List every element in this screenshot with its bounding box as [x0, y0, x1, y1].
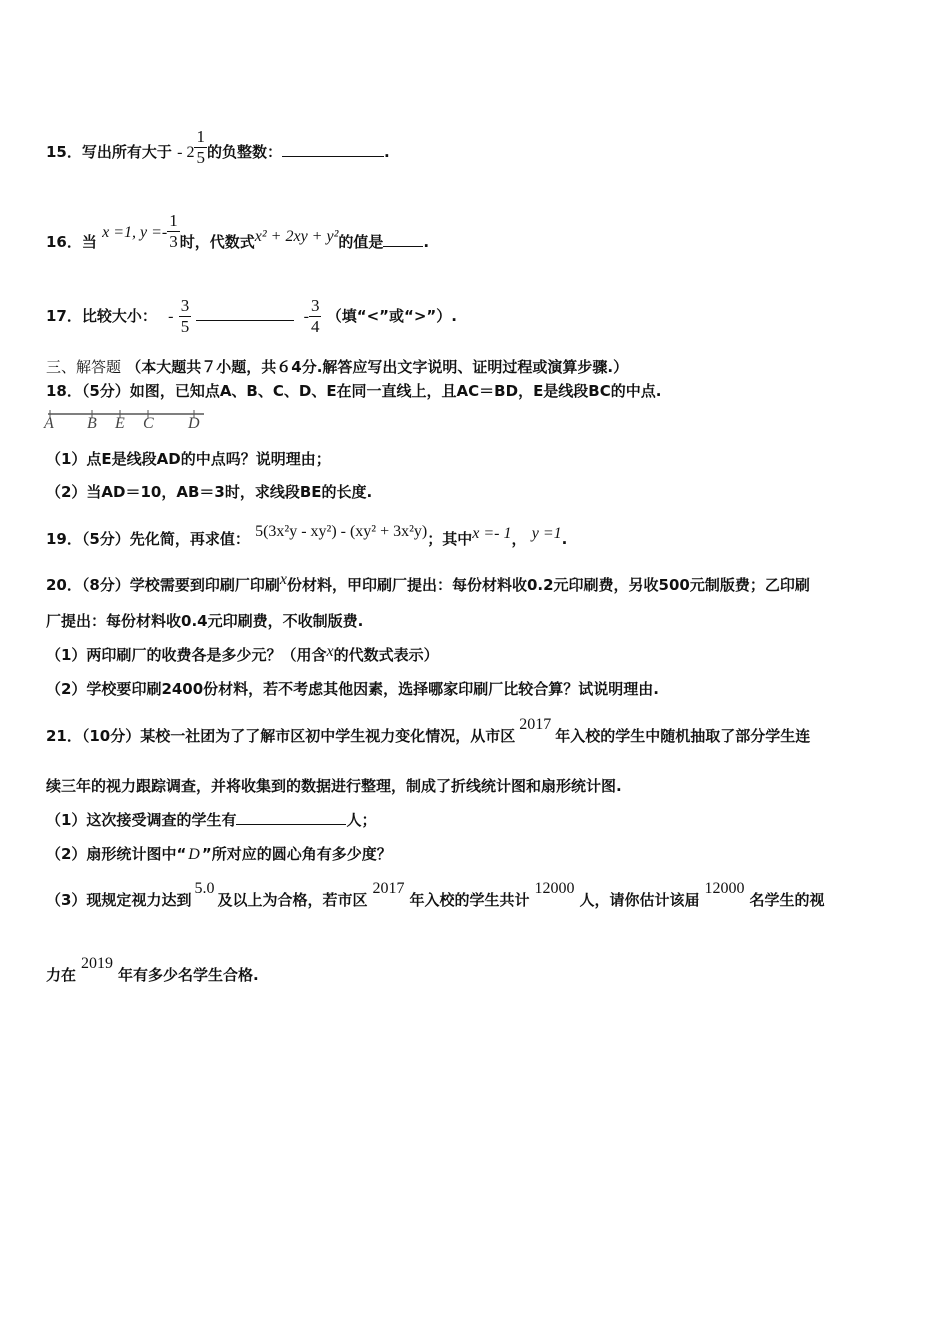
q18-stem: （5分）如图，已知点A、B、C、D、E在同一直线上，且AC＝BD，E是线段BC的中点. — [81, 382, 662, 400]
q21-year-2019: 2019 — [81, 955, 114, 972]
q21-number: 21． — [46, 727, 82, 745]
q21-part-3: （3）现规定视力达到5.0及以上为合格，若市区2017年入校的学生共计12000人，请你估计该届12000名学生的视 — [46, 880, 825, 909]
section-3-note: （本大题共７小题，共６4分.解答应写出文字说明、证明过程或演算步骤.） — [126, 358, 629, 376]
question-15: 15．写出所有大于 - 2 $\frac{1}{5}$ 的负整数： . — [46, 127, 390, 167]
q17-number: 17． — [46, 307, 82, 325]
q16-expression: x² + 2xy + y² — [254, 228, 339, 245]
q17-answer-blank[interactable] — [196, 306, 294, 321]
question-17 — [46, 296, 457, 337]
q21-count-2: 12000 — [704, 880, 745, 897]
q19-expression: 5(3x²y - xy²) - (xy² + 3x²y) — [255, 523, 428, 540]
q21-line-2: 续三年的视力跟踪调查，并将收集到的数据进行整理，制成了折线统计图和扇形统计图. — [46, 777, 622, 795]
q19-x-value: x =- 1 — [472, 525, 512, 542]
q19-y-value: y =1 — [531, 525, 562, 542]
point-E-label: E — [115, 415, 125, 432]
q19-mid: ；其中 — [427, 530, 473, 548]
question-16: 16．当 x =1, y =- $\frac{1}{3}$ 时，代数式x² + 2xy + y²的值是 . — [46, 211, 430, 251]
q16-answer-blank[interactable] — [383, 232, 423, 247]
q19-number: 19． — [46, 530, 82, 548]
question-19: 19．（5分）先化简，再求值： 5(3x²y - xy²) - (xy² + 3x²y)；其中x =- 1， y =1. — [46, 523, 568, 548]
q16-prefix: 当 — [81, 233, 97, 251]
q20-number: 20． — [46, 576, 82, 594]
q18-part-1: （1）点E是线段AD的中点吗？说明理由； — [46, 450, 331, 468]
q21-vision-5: 5.0 — [194, 880, 215, 897]
q18-part-2: （2）当AD＝10，AB＝3时，求线段BE的长度. — [46, 483, 373, 501]
q20-line-2: 厂提出：每份材料收0.4元印刷费，不收制版费. — [46, 612, 364, 630]
q15-answer-blank[interactable] — [282, 142, 384, 157]
q20-part-1: （1）两印刷厂的收费各是多少元？（用含x的代数式表示） — [46, 643, 439, 664]
q21-count-1: 12000 — [534, 880, 575, 897]
q20-part-2: （2）学校要印刷2400份材料，若不考虑其他因素，选择哪家印刷厂比较合算？试说明理由. — [46, 680, 659, 698]
q19-prefix: （5分）先化简，再求值： — [81, 530, 250, 548]
q15-number: 15． — [46, 143, 82, 161]
point-C-label: C — [143, 415, 154, 432]
q21-last-line: 力在2019年有多少名学生合格. — [46, 955, 259, 984]
q17-neg2: - — [303, 308, 309, 325]
q17-suffix: （填“<”或“>”）. — [326, 307, 457, 325]
section-3-title: 三、解答题 — [46, 358, 122, 376]
q21-year-2017: 2017 — [519, 716, 552, 733]
q21-var-D: D — [188, 846, 200, 863]
point-B-label: B — [87, 415, 97, 432]
q18-line-figure — [44, 407, 214, 435]
q20-var-x: x — [279, 571, 287, 588]
point-D-label: D — [188, 415, 200, 432]
q15-prefix: 写出所有大于 — [81, 143, 172, 161]
q16-fraction: $\frac{1}{3}$ — [169, 211, 178, 251]
q21-answer-blank[interactable] — [236, 810, 346, 825]
q21-year-2017-b: 2017 — [372, 880, 405, 897]
question-18 — [46, 381, 661, 401]
q17-neg1: - — [168, 308, 174, 325]
q21-part-1: （1）这次接受调查的学生有 人； — [46, 811, 377, 829]
section-3-header — [46, 357, 628, 377]
q18-number: 18． — [46, 382, 82, 400]
point-A-label: A — [44, 415, 54, 432]
question-21: 21．（10分）某校一社团为了了解市区初中学生视力变化情况，从市区2017年入校的学生中随机抽取了部分学生连 — [46, 716, 811, 745]
q21-part-2: （2）扇形统计图中“ D ”所对应的圆心角有多少度？ — [46, 845, 392, 863]
q15-suffix: 的负整数： — [206, 143, 282, 161]
q16-suffix: 的值是 — [338, 233, 384, 251]
q16-condition: x =1, y =- — [102, 224, 168, 241]
q16-number: 16． — [46, 233, 82, 251]
q17-fraction-1: $\frac{3}{5}$ — [180, 296, 190, 336]
q20-part1-var-x: x — [326, 643, 334, 660]
question-20: 20．（8分）学校需要到印刷厂印刷x份材料，甲印刷厂提出：每份材料收0.2元印刷费，另收500元制版费；乙印刷 — [46, 571, 810, 594]
q16-mid: 时，代数式 — [179, 233, 255, 251]
q15-neg: - 2 — [177, 144, 195, 161]
q17-prefix: 比较大小： — [81, 307, 157, 325]
q17-fraction-2: $\frac{3}{4}$ — [310, 296, 320, 336]
q15-fraction: $\frac{1}{5}$ — [196, 127, 205, 167]
